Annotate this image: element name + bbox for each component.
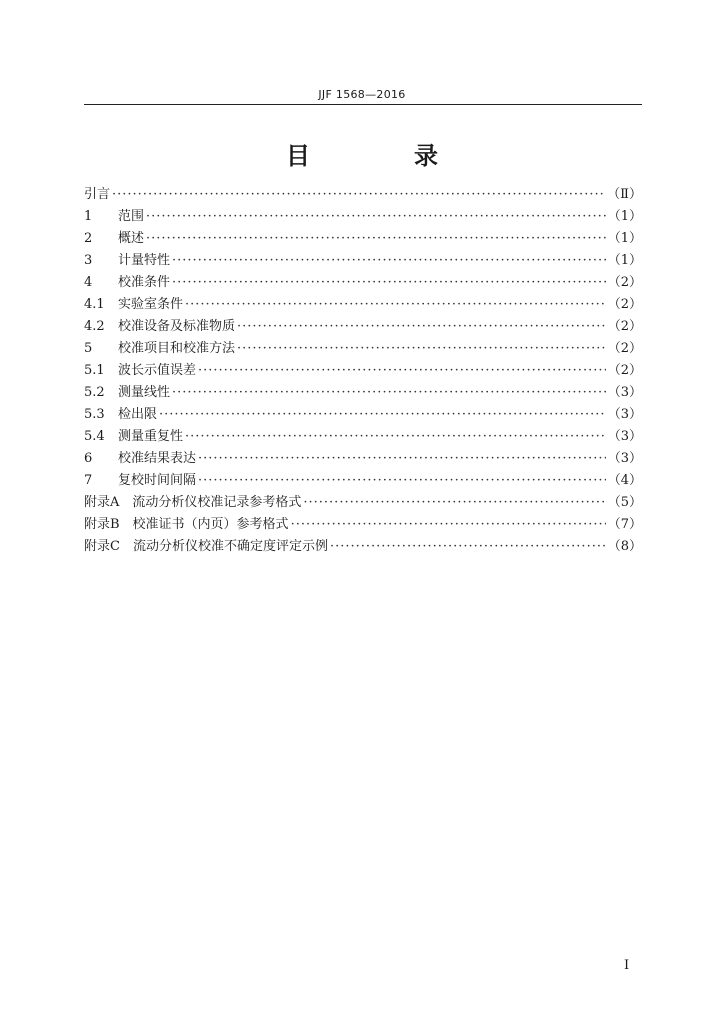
toc-entry-page: （1）	[607, 231, 642, 246]
toc-entry-label: 测量线性	[118, 385, 171, 400]
toc-entry-page: （2）	[607, 297, 642, 312]
toc-entry-number: 6	[84, 451, 93, 466]
page-title: 目 录	[286, 142, 478, 170]
toc-entry-page: （3）	[607, 451, 642, 466]
toc-leader-dots	[198, 470, 606, 492]
toc-entry[interactable]	[84, 448, 642, 470]
standard-code: JJF 1568—2016	[318, 88, 406, 101]
toc-entry-label: 检出限	[118, 407, 158, 422]
toc-entry-label: 波长示值误差	[118, 363, 197, 378]
toc-entry-label: 校准条件	[118, 275, 171, 290]
toc-leader-dots	[303, 492, 605, 514]
toc-entry[interactable]	[84, 206, 642, 228]
toc-entry-page: （3）	[607, 429, 642, 444]
toc-entry-number: 5.1	[84, 363, 105, 378]
toc-entry-number: 4.1	[84, 297, 105, 312]
toc-entry-number: 7	[84, 473, 93, 488]
toc-entry-page: （3）	[607, 407, 642, 422]
toc-entry[interactable]	[84, 470, 642, 492]
toc-entry[interactable]	[84, 536, 642, 558]
toc-entry-label: 附录A 流动分析仪校准记录参考格式	[84, 495, 302, 510]
toc-entry[interactable]	[84, 382, 642, 404]
toc-leader-dots	[291, 514, 606, 536]
toc-entry-label: 校准结果表达	[118, 451, 197, 466]
toc-leader-dots	[159, 404, 606, 426]
toc-entry[interactable]	[84, 426, 642, 448]
toc-leader-dots	[172, 250, 606, 272]
toc-entry-label: 范围	[118, 209, 145, 224]
toc-leader-dots	[237, 316, 606, 338]
toc-entry[interactable]	[84, 228, 642, 250]
toc-leader-dots	[172, 272, 606, 294]
toc-leader-dots	[237, 338, 606, 360]
toc-entry-label: 计量特性	[118, 253, 171, 268]
toc-leader-dots	[146, 228, 606, 250]
toc-entry-page: （2）	[607, 341, 642, 356]
toc-entry-number: 5.2	[84, 385, 105, 400]
toc-entry-page: （8）	[607, 539, 642, 554]
toc-entry-label: 校准设备及标准物质	[118, 319, 236, 334]
toc-entry-label: 复校时间间隔	[118, 473, 197, 488]
toc-entry-number: 4	[84, 275, 93, 290]
table-of-contents	[84, 184, 642, 558]
toc-entry-label: 校准项目和校准方法	[118, 341, 236, 356]
toc-entry-page: （1）	[607, 209, 642, 224]
toc-entry[interactable]	[84, 316, 642, 338]
toc-entry-label: 实验室条件	[118, 297, 184, 312]
toc-entry[interactable]	[84, 272, 642, 294]
toc-leader-dots	[198, 448, 606, 470]
toc-entry-label: 附录B 校准证书（内页）参考格式	[84, 517, 289, 532]
toc-leader-dots	[330, 536, 606, 558]
toc-entry-page: （Ⅱ）	[607, 187, 642, 202]
toc-entry-page: （1）	[607, 253, 642, 268]
page-number: I	[624, 958, 630, 973]
toc-entry-label: 测量重复性	[118, 429, 184, 444]
toc-entry-page: （2）	[607, 363, 642, 378]
toc-entry-number: 5	[84, 341, 93, 356]
toc-entry[interactable]	[84, 250, 642, 272]
toc-entry-number: 1	[84, 209, 93, 224]
toc-entry-page: （2）	[607, 319, 642, 334]
toc-entry-page: （3）	[607, 385, 642, 400]
toc-entry-label: 概述	[118, 231, 145, 246]
toc-entry[interactable]	[84, 514, 642, 536]
toc-entry-page: （5）	[607, 495, 642, 510]
toc-entry-number: 5.3	[84, 407, 105, 422]
toc-entry-page: （7）	[607, 517, 642, 532]
toc-entry[interactable]	[84, 360, 642, 382]
toc-entry-label: 引言	[84, 187, 111, 202]
toc-leader-dots	[185, 294, 606, 316]
toc-entry[interactable]	[84, 184, 642, 206]
toc-leader-dots	[198, 360, 606, 382]
toc-entry-number: 5.4	[84, 429, 105, 444]
toc-entry-number: 3	[84, 253, 93, 268]
toc-leader-dots	[185, 426, 606, 448]
toc-entry[interactable]	[84, 294, 642, 316]
header-rule	[84, 104, 642, 105]
toc-entry[interactable]	[84, 492, 642, 514]
toc-entry-page: （2）	[607, 275, 642, 290]
toc-leader-dots	[146, 206, 606, 228]
toc-entry[interactable]	[84, 338, 642, 360]
toc-leader-dots	[112, 184, 605, 206]
toc-entry-number: 4.2	[84, 319, 105, 334]
toc-entry-page: （4）	[607, 473, 642, 488]
toc-entry[interactable]	[84, 404, 642, 426]
toc-leader-dots	[172, 382, 606, 404]
toc-entry-label: 附录C 流动分析仪校准不确定度评定示例	[84, 539, 328, 554]
toc-entry-number: 2	[84, 231, 93, 246]
